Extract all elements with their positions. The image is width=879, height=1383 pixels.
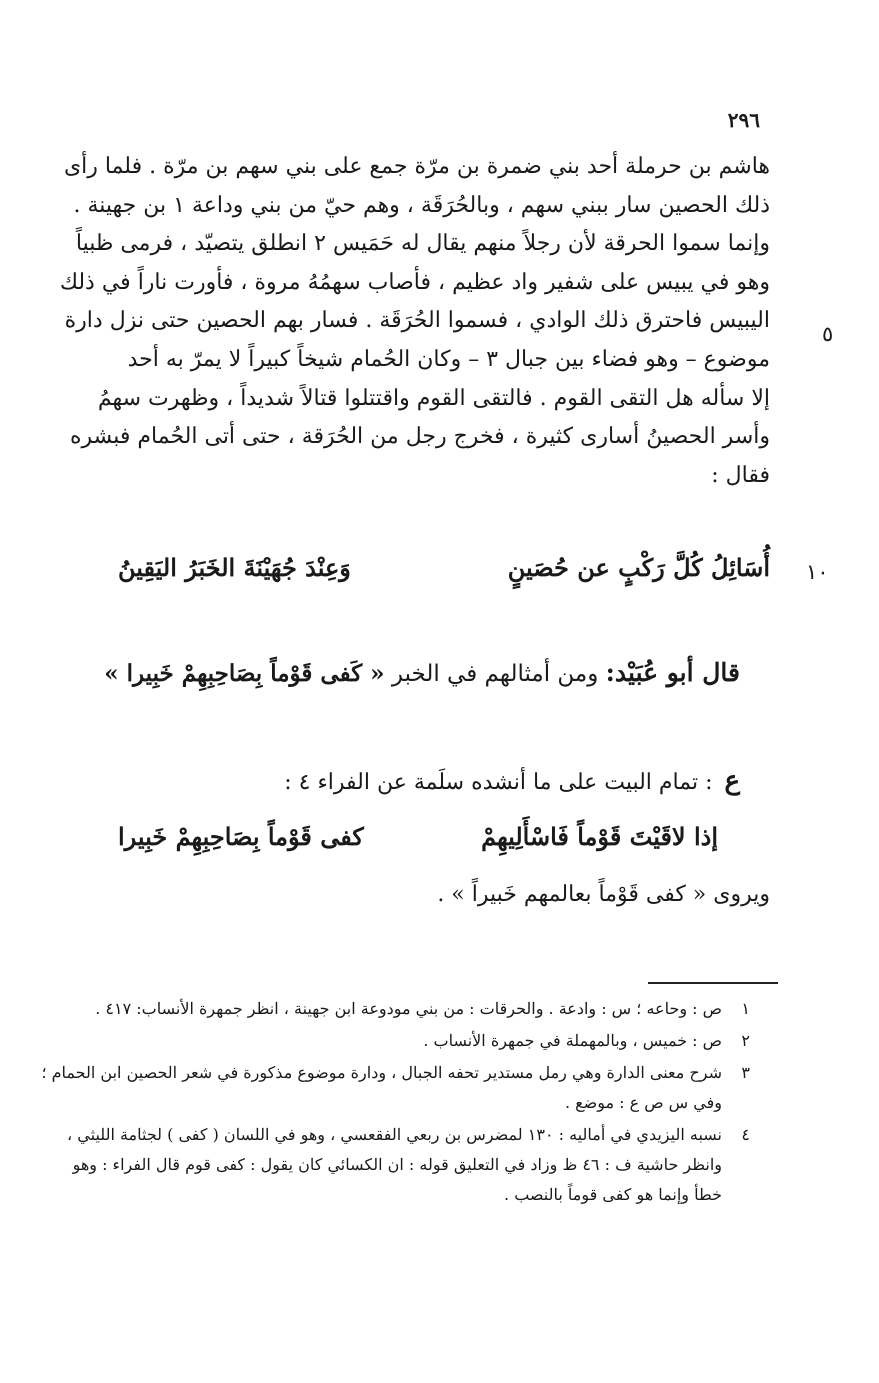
commentary-line	[180, 766, 740, 796]
footnote	[40, 1058, 750, 1118]
body-line: إلا سأله هل التقى القوم . فالتقى القوم واقتتلوا قتالاً شديداً ، وظهرت سهمُ	[97, 385, 770, 411]
verse-first-hemistich: إذا لاقَيْتَ قَوْماً فَاسْأَلِيهِمْ	[481, 822, 718, 851]
body-line: فقال :	[711, 462, 770, 488]
commentary-letter: ع	[724, 766, 740, 796]
author-label: قال أبو عُبَيْد:	[605, 658, 740, 687]
footnote-separator	[648, 982, 778, 984]
heading-text: ومن أمثالهم في الخبر	[384, 661, 606, 687]
verse-first-hemistich: أُسَائِلُ كُلَّ رَكْبٍ عن حُصَينٍ	[507, 553, 770, 582]
footnote-text: ص : وحاعه ؛ س : وادعة . والحرقات : من بني مودوعة ابن جهينة ، انظر جمهرة الأنساب: ٤١٧ .	[95, 999, 722, 1018]
line-marker-5: ٥	[822, 322, 834, 346]
proverb-heading	[60, 658, 740, 687]
footnote-number: ١	[741, 999, 750, 1018]
commentary-text: : تمام البيت على ما أنشده سلَمة عن الفراء ٤ :	[284, 770, 713, 795]
variant-reading: ويروى « كفى قَوْماً بعالمهم خَبيراً » .	[437, 882, 770, 907]
body-line: وأسر الحصينُ أسارى كثيرة ، فخرج رجل من الحُرَقة ، حتى أتى الحُمام فبشره	[69, 424, 770, 450]
footnote	[40, 1026, 750, 1056]
proverb-quote: « كَفى قَوْماً بِصَاحِبِهِمْ خَبِيرا »	[104, 660, 385, 687]
verse-second-hemistich: وَعِنْدَ جُهَيْنَةَ الخَبَرُ اليَقِينُ	[118, 553, 351, 582]
page-number: ٢٩٦	[727, 108, 760, 132]
body-line: اليبيس فاحترق ذلك الوادي ، فسموا الحُرَقَة . فسار بهم الحصين حتى نزل دارة	[64, 308, 770, 334]
footnote-number: ٢	[741, 1031, 750, 1050]
footnote-text: ص : خميس ، وبالمهملة في جمهرة الأنساب .	[423, 1031, 722, 1050]
verse-second-hemistich: كفى قَوْماً بِصَاحِبِهِمْ خَبِيرا	[118, 822, 364, 851]
footnote-text: نسبه اليزيدي في أماليه : ١٣٠ لمضرس بن ربعي الفقعسي ، وهو في اللسان ( كفى ) لجثامة الليثي ، وانظر حاشية ف : ٤٦ ظ وزاد في التعليق قوله : ان الكسائي كان يقول : كفى قوم قال الفراء : وهو خطأ وإنما هو كفى قوماً بالنصب .	[67, 1125, 722, 1204]
body-line: هاشم بن حرملة أحد بني ضمرة بن مرّة جمع على بني سهم بن مرّة . فلما رأى	[63, 154, 770, 179]
main-paragraph	[40, 148, 770, 495]
line-marker-10: ١٠	[806, 560, 829, 584]
body-line: وهو في يبيس على شفير واد عظيم ، فأصاب سهمُهُ مروة ، فأورت ناراً في ذلك	[59, 269, 770, 295]
footnote-text: شرح معنى الدارة وهي رمل مستدير تحفه الجبال ، ودارة موضوع مذكورة في شعر الحصين ابن الحمام ؛ وفي س ص ع : موضع .	[41, 1063, 722, 1112]
footnote	[40, 994, 750, 1024]
footnote-number: ٣	[741, 1063, 750, 1082]
footnote-number: ٤	[741, 1125, 750, 1144]
body-line: موضوع – وهو فضاء بين جبال ٣ – وكان الحُمام شيخاً كبيراً لا يمرّ به أحد	[127, 346, 770, 372]
body-line: ذلك الحصين سار ببني سهم ، وبالحُرَقَة ، وهم حيّ من بني وداعة ١ بن جهينة .	[73, 192, 770, 218]
footnotes	[40, 994, 750, 1212]
footnote	[40, 1120, 750, 1210]
body-line: وإنما سموا الحرقة لأن رجلاً منهم يقال له حَمَيس ٢ انطلق يتصيّد ، فرمى ظبياً	[75, 231, 770, 257]
